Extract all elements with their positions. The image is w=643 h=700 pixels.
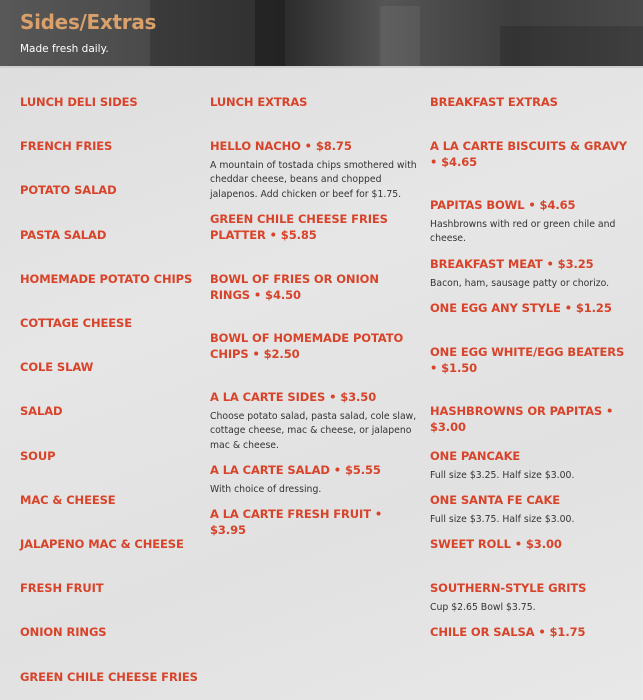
item-title (430, 95, 635, 111)
menu-item (20, 670, 205, 686)
item-price: $2.50 (263, 346, 300, 361)
page-subtitle: Made fresh daily. (20, 43, 109, 55)
item-price: $3.00 (525, 537, 562, 551)
item-name: BOWL OF FRIES OR ONION RINGS (210, 272, 379, 302)
menu-item (20, 625, 205, 641)
item-title (430, 449, 635, 465)
item-price: $1.75 (549, 625, 586, 639)
section-heading (430, 95, 635, 111)
menu-item (210, 507, 420, 538)
item-name: JALAPENO MAC & CHEESE (20, 537, 184, 551)
item-name: COTTAGE CHEESE (20, 316, 132, 330)
item-title (20, 272, 205, 288)
item-name: FRESH FRUIT (20, 581, 104, 595)
item-title (210, 272, 420, 303)
item-title (20, 493, 205, 509)
item-name: LUNCH EXTRAS (210, 95, 308, 109)
page-header (0, 0, 643, 66)
item-title (20, 360, 205, 376)
item-title (210, 95, 420, 111)
item-title (20, 95, 205, 111)
item-name: HOMEMADE POTATO CHIPS (20, 272, 193, 286)
item-price: $5.55 (344, 463, 381, 477)
item-name: CHILE OR SALSA (430, 625, 535, 639)
menu-item (430, 493, 635, 527)
bullet-separator: • (329, 463, 345, 477)
menu-item (210, 331, 420, 362)
item-description: Bacon, ham, sausage patty or chorizo. (430, 277, 610, 289)
menu-item (430, 198, 635, 247)
item-name: LUNCH DELI SIDES (20, 95, 138, 109)
item-price: $5.85 (280, 227, 317, 242)
item-name: PAPITAS BOWL (430, 198, 525, 212)
item-description: Full size $3.25. Half size $3.00. (430, 469, 575, 481)
item-name: BREAKFAST EXTRAS (430, 95, 558, 109)
item-name: HELLO NACHO (210, 139, 301, 153)
item-title (20, 449, 205, 465)
item-description: Choose potato salad, pasta salad, cole slaw, cottage cheese, mac & cheese, or jalapeno mac & cheese. (210, 410, 417, 451)
item-title (210, 331, 420, 362)
item-title (20, 537, 205, 553)
item-price: $8.75 (315, 139, 352, 153)
item-name: GREEN CHILE CHEESE FRIES PLATTER (210, 212, 388, 242)
item-price: $4.65 (539, 198, 576, 212)
item-title (430, 345, 635, 376)
divider (0, 66, 643, 68)
section-heading (210, 95, 420, 111)
item-description: Hashbrowns with red or green chile and cheese. (430, 218, 616, 244)
menu-item (210, 390, 420, 453)
bullet-separator: • (249, 287, 266, 302)
menu-item (430, 257, 635, 291)
item-name: SALAD (20, 404, 63, 418)
item-title (20, 581, 205, 597)
menu-item (20, 228, 205, 244)
item-price: $3.00 (430, 419, 466, 434)
bullet-separator: • (300, 139, 316, 153)
item-title (430, 301, 635, 317)
item-name: MAC & CHEESE (20, 493, 116, 507)
item-title (430, 139, 635, 170)
item-title (20, 183, 205, 199)
item-title (430, 404, 635, 435)
menu-item (210, 212, 420, 243)
menu-item (210, 139, 420, 202)
item-name: GREEN CHILE CHEESE FRIES (20, 670, 198, 684)
item-price: $3.25 (557, 257, 594, 271)
item-name: SOUP (20, 449, 56, 463)
menu-item (210, 463, 420, 497)
bullet-separator: • (325, 390, 341, 404)
menu-item (430, 404, 635, 435)
item-price: $3.95 (210, 522, 246, 537)
item-name: A LA CARTE SALAD (210, 463, 330, 477)
item-name: SWEET ROLL (430, 537, 511, 551)
item-title (210, 212, 420, 243)
item-title (430, 625, 635, 641)
item-title (20, 404, 205, 420)
menu-item (20, 404, 205, 420)
item-title (430, 198, 635, 214)
menu-item (20, 316, 205, 332)
item-name: ONE EGG ANY STYLE (430, 301, 561, 315)
item-title (210, 139, 420, 155)
item-description: With choice of dressing. (210, 483, 322, 495)
menu-item (20, 139, 205, 155)
bullet-separator: • (510, 537, 526, 551)
bullet-separator: • (370, 507, 383, 521)
item-title (20, 625, 205, 641)
bullet-separator: • (265, 227, 281, 242)
item-name: ONE SANTA FE CAKE (430, 493, 561, 507)
item-description: A mountain of tostada chips smothered with cheddar cheese, beans and chopped jalapenos. Add chicken or beef for $1.75. (210, 159, 417, 200)
item-title (430, 581, 635, 597)
item-name: A LA CARTE BISCUITS & GRAVY (430, 139, 628, 153)
menu-item (430, 581, 635, 615)
item-title (20, 316, 205, 332)
item-title (430, 257, 635, 273)
item-price: $1.50 (441, 360, 478, 375)
menu-item (430, 449, 635, 483)
menu-item (20, 272, 205, 288)
item-name: PASTA SALAD (20, 228, 107, 242)
item-name: COLE SLAW (20, 360, 94, 374)
menu-item (20, 493, 205, 509)
menu-item (20, 360, 205, 376)
item-name: A LA CARTE SIDES (210, 390, 326, 404)
item-name: ONION RINGS (20, 625, 107, 639)
menu-item (430, 345, 635, 376)
menu-item (20, 183, 205, 199)
item-title (430, 537, 635, 553)
menu-item (20, 581, 205, 597)
item-title (430, 493, 635, 509)
item-title (20, 670, 205, 686)
item-name: BREAKFAST MEAT (430, 257, 543, 271)
item-name: FRENCH FRIES (20, 139, 113, 153)
item-description: Full size $3.75. Half size $3.00. (430, 513, 575, 525)
item-price: $1.25 (575, 301, 612, 315)
section-heading (20, 95, 205, 111)
item-description: Cup $2.65 Bowl $3.75. (430, 601, 536, 613)
bullet-separator: • (430, 360, 442, 375)
menu-item (20, 449, 205, 465)
item-price: $4.65 (441, 154, 478, 169)
item-title (20, 139, 205, 155)
menu-item (430, 139, 635, 170)
bullet-separator: • (248, 346, 264, 361)
menu-item (430, 301, 635, 317)
menu-item (430, 625, 635, 641)
page-title: Sides/Extras (20, 10, 157, 34)
bullet-separator: • (602, 404, 614, 418)
bullet-separator: • (560, 301, 576, 315)
item-name: A LA CARTE FRESH FRUIT (210, 507, 371, 521)
item-name: HASHBROWNS OR PAPITAS (430, 404, 603, 418)
bullet-separator: • (430, 154, 442, 169)
item-name: BOWL OF HOMEMADE POTATO CHIPS (210, 331, 404, 361)
bullet-separator: • (524, 198, 540, 212)
item-title (20, 228, 205, 244)
bullet-separator: • (542, 257, 558, 271)
bullet-separator: • (534, 625, 550, 639)
item-name: POTATO SALAD (20, 183, 117, 197)
menu-item (430, 537, 635, 553)
item-price: $4.50 (265, 287, 301, 302)
menu-item (210, 272, 420, 303)
item-title (210, 507, 420, 538)
item-title (210, 463, 420, 479)
item-name: SOUTHERN-STYLE GRITS (430, 581, 587, 595)
item-name: ONE EGG WHITE/EGG BEATERS (430, 345, 625, 359)
item-name: ONE PANCAKE (430, 449, 521, 463)
item-title (210, 390, 420, 406)
item-price: $3.50 (340, 390, 377, 404)
menu-item (20, 537, 205, 553)
